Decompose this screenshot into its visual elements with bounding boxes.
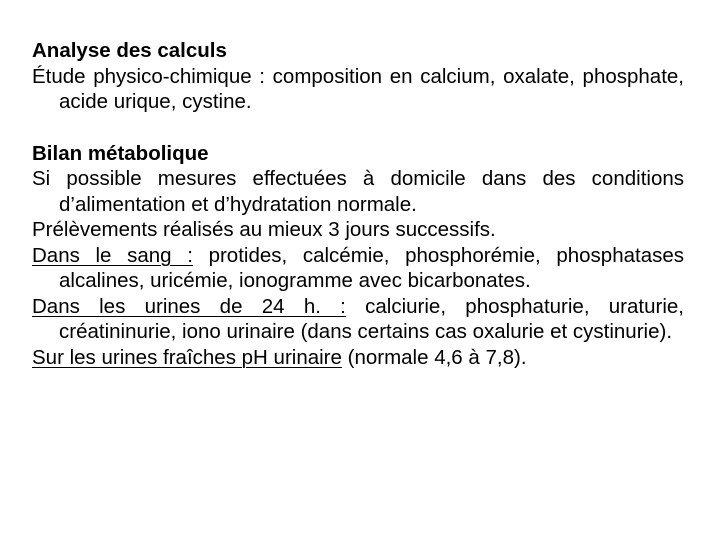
- paragraph-etude-physico-chimique: Étude physico-chimique : composition en calcium, oxalate, phosphate, acide urique, cystine.: [32, 64, 684, 113]
- text-dans-les-urines: calciurie, phosphaturie, uraturie, créatininurie, iono urinaire (dans certains cas oxalurie et cystinurie).: [59, 294, 684, 343]
- slide-content: [32, 38, 684, 370]
- label-dans-les-urines: Dans les urines de 24 h. :: [32, 294, 346, 318]
- heading-bilan-metabolique: Bilan métabolique: [32, 141, 209, 165]
- paragraph-prelevements: Prélèvements réalisés au mieux 3 jours successifs.: [32, 218, 496, 241]
- paragraph-dans-les-urines: [32, 294, 684, 345]
- paragraph-dans-le-sang: [32, 243, 684, 294]
- label-urines-fraiches: Sur les urines fraîches pH urinaire: [32, 345, 342, 369]
- text-dans-le-sang: protides, calcémie, phosphorémie, phosphatases alcalines, uricémie, ionogramme avec bicarbonates.: [59, 243, 684, 292]
- spacer: [32, 115, 684, 141]
- text-urines-fraiches: (normale 4,6 à 7,8).: [341, 345, 527, 369]
- label-dans-le-sang: Dans le sang :: [32, 243, 193, 267]
- heading-analyse-des-calculs: Analyse des calculs: [32, 39, 227, 62]
- paragraph-mesures-domicile: Si possible mesures effectuées à domicile dans des conditions d’alimentation et d’hydratation normale.: [32, 167, 684, 216]
- paragraph-urines-fraiches: [32, 345, 684, 371]
